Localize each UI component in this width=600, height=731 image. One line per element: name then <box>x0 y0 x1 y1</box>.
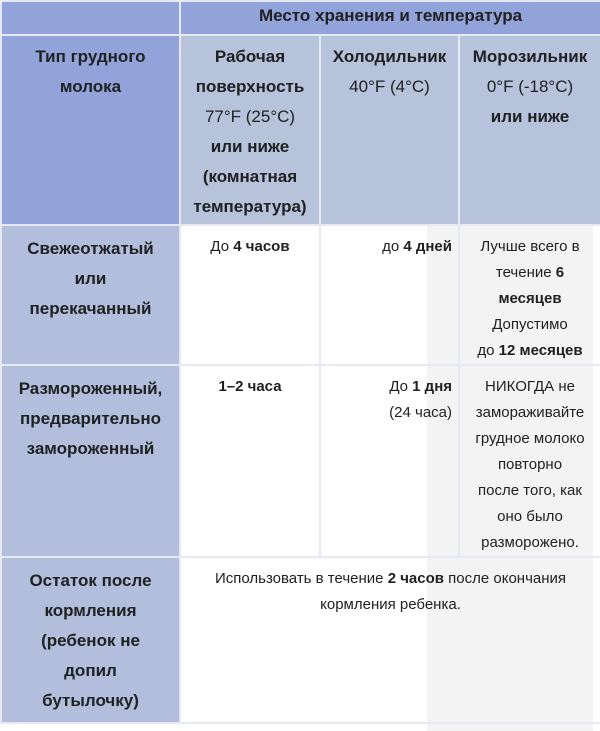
milk-type-header: Тип грудного молока <box>1 35 180 225</box>
table-row <box>1 365 600 557</box>
freezer-header: Морозильник 0°F (-18°C) или ниже <box>459 35 600 225</box>
storage-group-header: Место хранения и температура <box>180 1 600 35</box>
thawed-freezer: НИКОГДА не замораживайте грудное молоко повторно после того, как оно было разморожено. <box>459 365 600 557</box>
fresh-freezer: Лучше всего в течение 6 месяцев Допустимо до 12 месяцев <box>459 225 600 365</box>
fresh-fridge: до 4 дней <box>320 225 459 365</box>
countertop-header: Рабочая поверхность 77°F (25°C) или ниже (комнатная температура) <box>180 35 320 225</box>
row-label-thawed: Размороженный, предварительно замороженный <box>1 365 180 557</box>
table-row <box>1 225 600 365</box>
table-row <box>1 557 600 723</box>
row-label-fresh: Свежеотжатый или перекачанный <box>1 225 180 365</box>
fresh-countertop: До 4 часов <box>180 225 320 365</box>
leftover-merged: Использовать в течение 2 часов после окончания кормления ребенка. <box>180 557 600 723</box>
fridge-header: Холодильник 40°F (4°C) <box>320 35 459 225</box>
thawed-countertop: 1–2 часа <box>180 365 320 557</box>
thawed-fridge: До 1 дня (24 часа) <box>320 365 459 557</box>
row-label-leftover: Остаток после кормления (ребенок не допил бутылочку) <box>1 557 180 723</box>
corner-cell <box>1 1 180 35</box>
